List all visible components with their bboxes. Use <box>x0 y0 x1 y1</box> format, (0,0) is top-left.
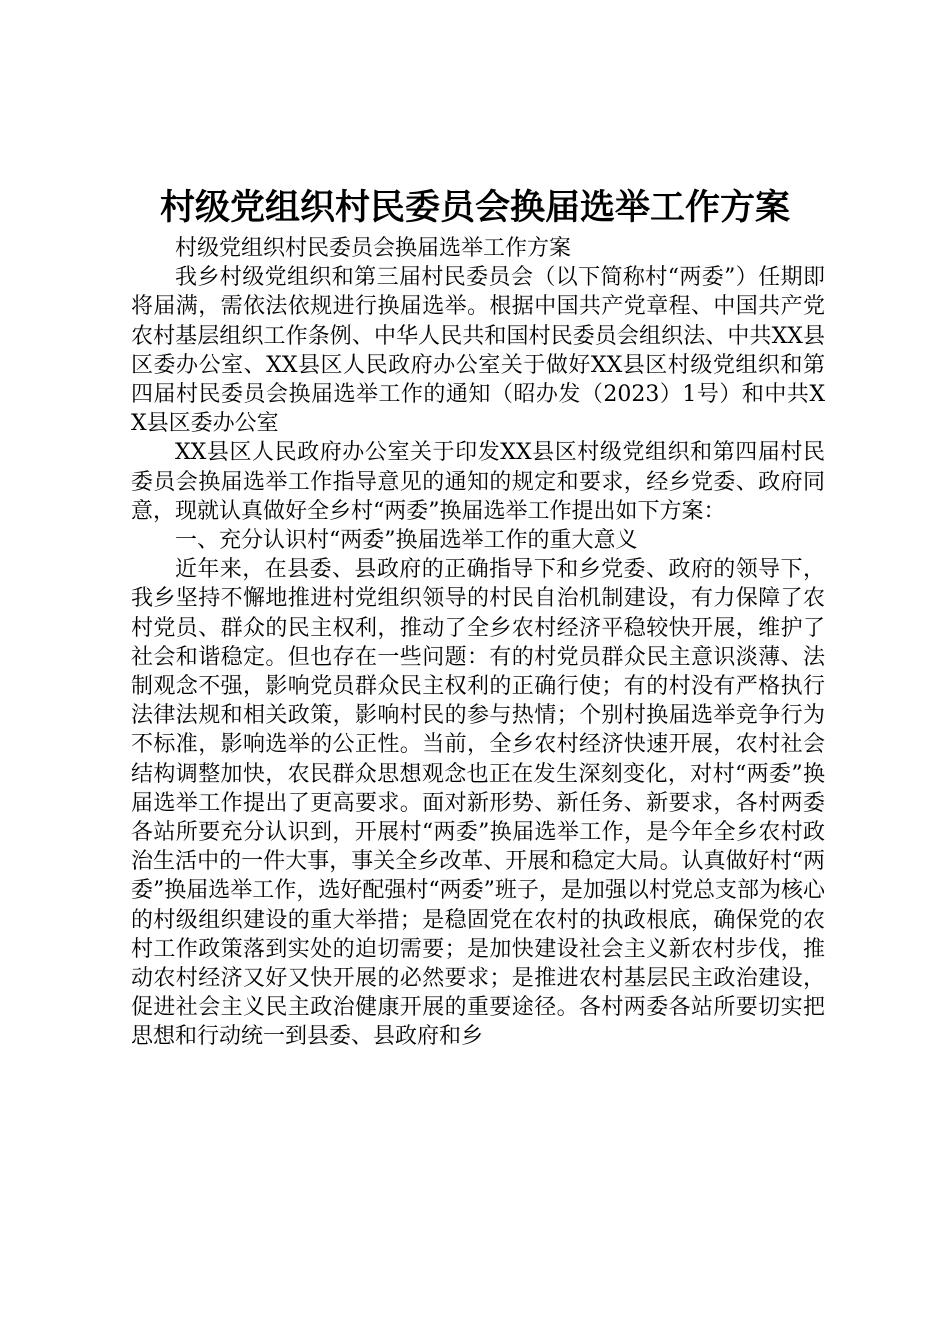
section-heading-1: 一、充分认识村“两委”换届选举工作的重大意义 <box>175 528 638 554</box>
document-body <box>131 234 825 1052</box>
document-title: 村级党组织村民委员会换届选举工作方案 <box>159 187 790 228</box>
paragraph-intro: 我乡村级党组织和第三届村民委员会（以下简称村“两委”）任期即将届满，需依法依规进行换届选举。根据中国共产党章程、中国共产党农村基层组织工作条例、中华人民共和国村民委员会组织法、中共XX县区委办公室、XX县区人民政府办公室关于做好XX县区村级党组织和第四届村民委员会换届选举工作的通知（昭办发（2023）1号）和中共XX县区委办公室 <box>131 265 825 437</box>
paragraph-section-1: 近年来，在县委、县政府的正确指导下和乡党委、政府的领导下，我乡坚持不懈地推进村党组织领导的村民自治机制建设，有力保障了农村党员、群众的民主权利，推动了全乡农村经济平稳较快开展，维护了社会和谐稳定。但也存在一些问题：有的村党员群众民主意识淡薄、法制观念不强，影响党员群众民主权利的正确行使；有的村没有严格执行法律法规和相关政策，影响村民的参与热情；个别村换届选举竞争行为不标准，影响选举的公正性。当前，全乡农村经济快速开展，农村社会结构调整加快，农民群众思想观念也正在发生深刻变化，对村“两委”换届选举工作提出了更高要求。面对新形势、新任务、新要求，各村两委各站所要充分认识到，开展村“两委”换届选举工作，是今年全乡农村政治生活中的一件大事，事关全乡改革、开展和稳定大局。认真做好村“两委”换届选举工作，选好配强村“两委”班子，是加强以村党总支部为核心的村级组织建设的重大举措；是稳固党在农村的执政根底，确保党的农村工作政策落到实处的迫切需要；是加快建设社会主义新农村步伐，推动农村经济又好又快开展的必然要求；是推进农村基层民主政治建设，促进社会主义民主政治健康开展的重要途径。各村两委各站所要切实把思想和行动统一到县委、县政府和乡 <box>131 557 825 1050</box>
paragraph-subtitle: 村级党组织村民委员会换届选举工作方案 <box>175 236 572 261</box>
paragraph-intro-continued: XX县区人民政府办公室关于印发XX县区村级党组织和第四届村民委员会换届选举工作指导意见的通知的规定和要求，经乡党委、政府同意，现就认真做好全乡村“两委”换届选举工作提出如下方案： <box>131 440 825 524</box>
